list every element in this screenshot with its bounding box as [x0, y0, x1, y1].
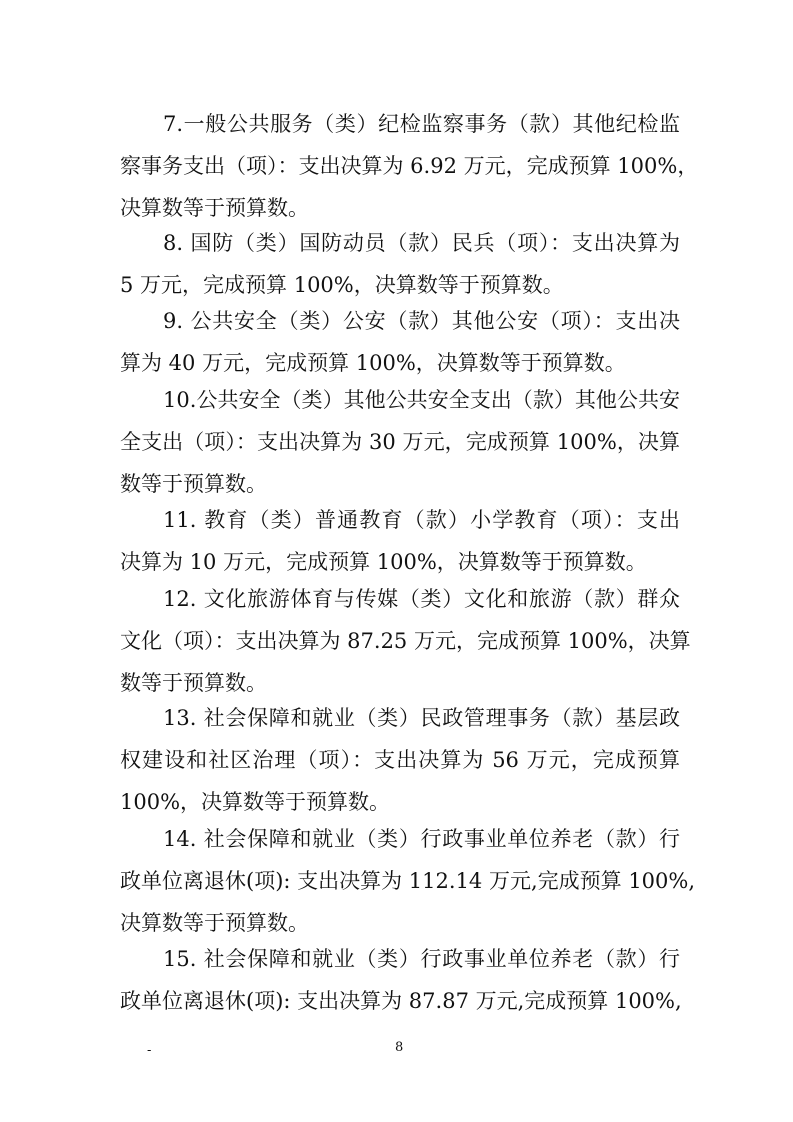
paragraph-line: 决算数等于预算数。	[120, 196, 309, 220]
paragraph-line: 15. 社会保障和就业（类）行政事业单位养老（款）行	[163, 947, 680, 971]
paragraph-line: 决算为 10 万元，完成预算 100%，决算数等于预算数。	[120, 550, 647, 574]
paragraph-line: 11. 教育（类）普通教育（款）小学教育（项）：支出	[163, 508, 680, 532]
paragraph-line: 算为 40 万元，完成预算 100%，决算数等于预算数。	[120, 351, 626, 375]
paragraph-line: 权建设和社区治理（项）：支出决算为 56 万元，完成预算	[120, 748, 680, 772]
paragraph-line: 9. 公共安全（类）公安（款）其他公安（项）：支出决	[163, 309, 680, 333]
paragraph-line: 12. 文化旅游体育与传媒（类）文化和旅游（款）群众	[163, 587, 680, 611]
paragraph-line: 5 万元，完成预算 100%，决算数等于预算数。	[120, 273, 564, 297]
footer-dash: -	[147, 1043, 152, 1058]
paragraph-line: 政单位离退休(项): 支出决算为 112.14 万元,完成预算 100%,	[120, 869, 696, 893]
paragraph-line: 10.公共安全（类）其他公共安全支出（款）其他公共安	[163, 388, 680, 412]
paragraph-line: 全支出（项）：支出决算为 30 万元，完成预算 100%，决算	[120, 430, 680, 454]
paragraph-line: 数等于预算数。	[120, 472, 267, 496]
paragraph-line: 数等于预算数。	[120, 671, 267, 695]
paragraph-line: 14. 社会保障和就业（类）行政事业单位养老（款）行	[163, 827, 680, 851]
paragraph-line: 7.一般公共服务（类）纪检监察事务（款）其他纪检监	[163, 112, 680, 136]
paragraph-line: 政单位离退休(项): 支出决算为 87.87 万元,完成预算 100%,	[120, 989, 682, 1013]
paragraph-line: 13. 社会保障和就业（类）民政管理事务（款）基层政	[163, 706, 680, 730]
paragraph-line: 决算数等于预算数。	[120, 911, 309, 935]
paragraph-line: 察事务支出（项）：支出决算为 6.92 万元，完成预算 100%，	[120, 154, 699, 178]
page-number: 8	[395, 1040, 404, 1055]
paragraph-line: 文化（项）：支出决算为 87.25 万元，完成预算 100%，决算	[120, 629, 691, 653]
paragraph-line: 100%，决算数等于预算数。	[120, 790, 391, 814]
paragraph-line: 8. 国防（类）国防动员（款）民兵（项）：支出决算为	[163, 231, 680, 255]
